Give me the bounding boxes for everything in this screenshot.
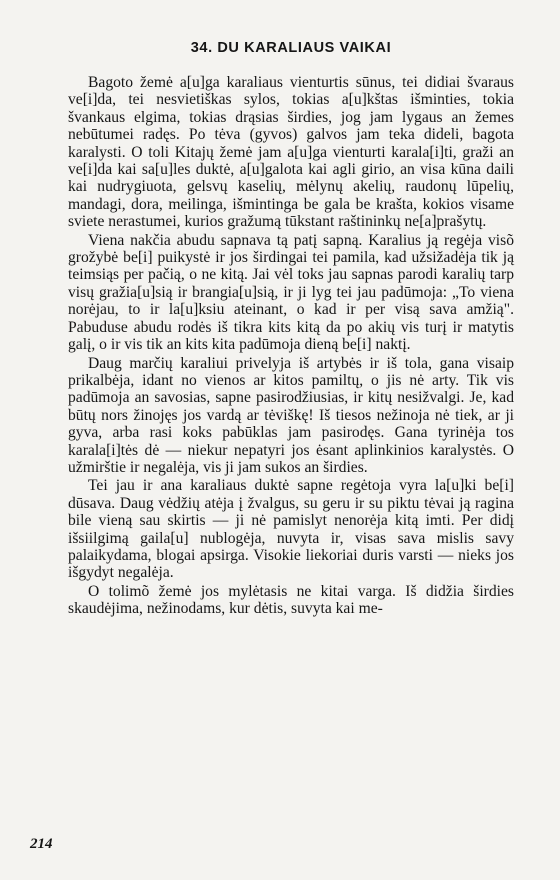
paragraph: Daug marčių karaliui privelyja iš artybės ir iš tola, gana visaip prikalbėja, idant no vienos ar kitos pamiltų, o jis nė arty. Tik vis padūmoja an savosias, sapne pasirodžiusias, ir kitų nesižvalgi. Je, kad būtų nors žinojęs jos vardą ar tėviškę! Iš tiesos nežinoja nė tiek, ar ji gyva, arba rasi koks pabūklas jam pasirodęs. Gana tyrinėja tos karala[i]tės dė — niekur nepatyri jos ėsant aplinkinios karalystės. O užmirštie ir negalėja, vis ji jam sukos an širdies. [68, 354, 514, 476]
paragraph: Bagoto žemė a[u]ga karaliaus vienturtis sūnus, tei didiai švaraus ve[i]da, tei nesvietiškas sylos, tokias a[u]kštas išmintіes, tokia švankaus elgima, tokias drąsias širdies, jog jam lygaus an žemes nebūtumei radęs. Po tėva (gyvos) galvos jam teka dideli, bagota karalysti. O toli Kitajų žemė jam a[u]ga vienturti karala[i]ti, graži an ve[i]da kai sa[u]les duktė, a[u]galota kai agli girio, an visa kūna daili kai nudrygiuota, gelsvų kaselių, mėlynų akelių, raudonų lūpelių, mandagi, dora, meilinga, išmintinga be gala be krašta, kokios visame sviete nerastumei, kurios gražumą tūkstant raštininkų ne[a]prašytų. [68, 74, 514, 231]
page-number: 214 [30, 836, 53, 852]
paragraph: Tei jau ir ana karaliaus duktė sapne regėtoja vyra la[u]ki be[i] dūsava. Daug vėdžių atėja į žvalgus, su geru ir su piktu tėvai ją ragina bile vieną sau skirtis — ji nė pamislyt nenorėja kitą imti. Per didį išsiilgimą gaila[u] nublogėja, nuvyta ir, visas sava mislis savy palaikydama, blogai apsirga. Visokie liekoriai duris varsti — nieks jos išgydyt negalėja. [68, 477, 514, 582]
paragraph: Viena nakčia abudu sapnava tą patį sapną. Karalius ją regėja visõ grožybė be[i] puikystė ir jos širdingai tei pamila, kad užsižadėja tik ją teimsiąs per pačią, o ne kitą. Jai vėl toks jau sapnas parodi karalių tarp visų gražia[u]sią ir brangia[u]sią, ir ji lyg tei jau padūmoja: „To viena norėjau, to ir la[u]ksiu ateinant, o kad ir per visą sava amžią". Pabuduse abudu rodės iš tikra kits kitą da po akių vis turį ir matytis galį, o ir vis tik an kits kita padūmoja dieną be[i] naktį. [68, 231, 514, 354]
paragraph: O tolimõ žemė jos mylėtasis ne kitai varga. Iš didžia širdies skaudėjima, nežinodams, kur dėtis, suvyta kai me- [68, 582, 514, 618]
chapter-title: 34. DU KARALIAUS VAIKAI [190, 40, 392, 56]
